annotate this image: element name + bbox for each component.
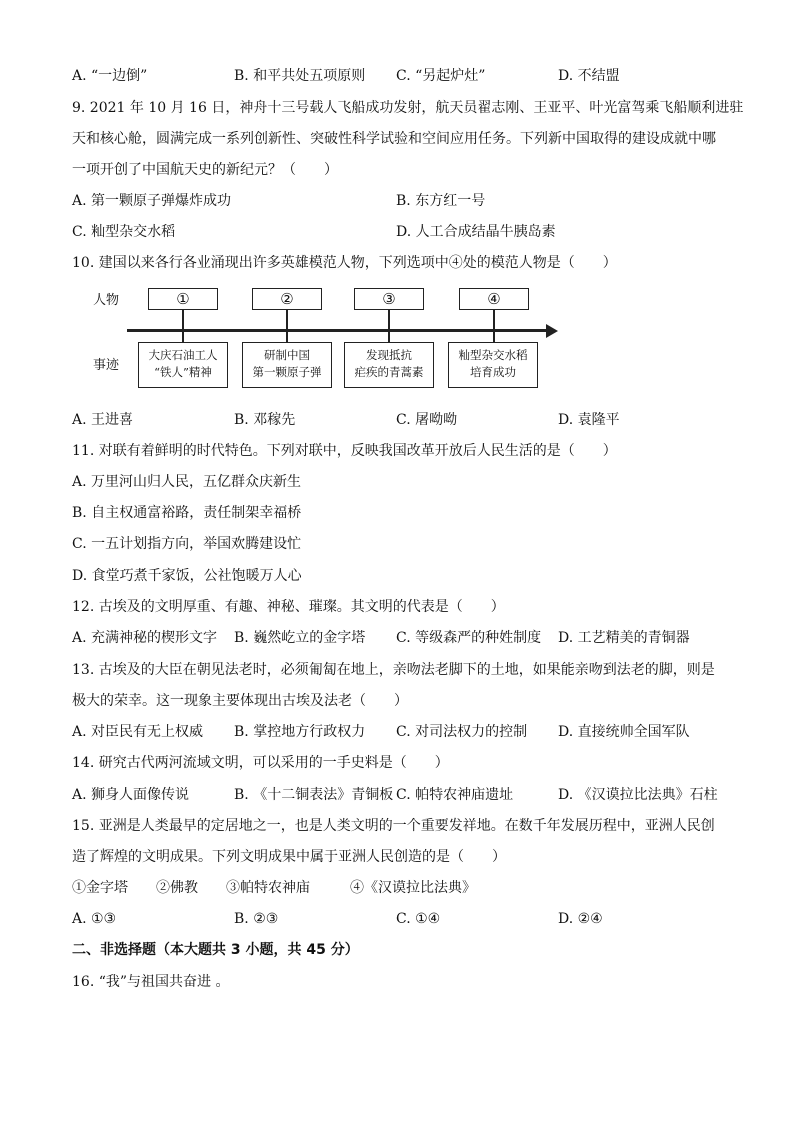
- q13-option-c: C. 对司法权力的控制: [396, 724, 528, 740]
- timeline-marker-3: ③: [354, 288, 424, 310]
- q11-option-c: C. 一五计划指方向，举国欢腾建设忙: [72, 536, 302, 552]
- q11-option-b: B. 自主权通富裕路，责任制架幸福桥: [72, 505, 302, 521]
- deed-4-line-2: 培育成功: [470, 365, 516, 379]
- timeline-deed-4: [448, 342, 538, 388]
- timeline-deed-1: [138, 342, 228, 388]
- q15-item-2: ②佛教: [156, 880, 198, 896]
- q14-option-c: C. 帕特农神庙遗址: [396, 787, 514, 803]
- q10-option-d: D. 袁隆平: [558, 412, 620, 428]
- q15-stem-line-2: 造了辉煌的文明成果。下列文明成果中属于亚洲人民创造的是（ ）: [72, 849, 506, 865]
- timeline-tick-lower-4: [493, 332, 495, 342]
- q11-stem: 11. 对联有着鲜明的时代特色。下列对联中，反映我国改革开放后人民生活的是（ ）: [72, 443, 617, 459]
- q12-option-d: D. 工艺精美的青铜器: [558, 630, 690, 646]
- q15-item-3: ③帕特农神庙: [226, 880, 310, 896]
- q8-option-b: B. 和平共处五项原则: [234, 68, 366, 84]
- deed-2-line-1: 研制中国: [264, 348, 310, 362]
- q8-option-c: C. “另起炉灶”: [396, 68, 486, 84]
- timeline-deed-2: [242, 342, 332, 388]
- q8-option-d: D. 不结盟: [558, 68, 620, 84]
- timeline-marker-1: ①: [148, 288, 218, 310]
- deed-3-line-1: 发现抵抗: [366, 348, 412, 362]
- q13-stem-line-2: 极大的荣幸。这一现象主要体现出古埃及法老（ ）: [72, 693, 408, 709]
- deed-3-line-2: 疟疾的青蒿素: [354, 365, 424, 379]
- q15-option-c: C. ①④: [396, 911, 441, 927]
- q11-option-a: A. 万里河山归人民，五亿群众庆新生: [72, 474, 302, 490]
- q10-option-a: A. 王进喜: [72, 412, 134, 428]
- q15-option-a: A. ①③: [72, 911, 117, 927]
- q15-option-d: D. ②④: [558, 911, 603, 927]
- timeline-tick-lower-2: [286, 332, 288, 342]
- timeline-tick-1: [182, 310, 184, 329]
- timeline-row-label-deeds: 事迹: [93, 358, 120, 373]
- q15-item-1: ①金字塔: [72, 880, 128, 896]
- q10-option-c: C. 屠呦呦: [396, 412, 458, 428]
- q8-option-a: A. “一边倒”: [72, 68, 148, 84]
- q12-option-c: C. 等级森严的种姓制度: [396, 630, 542, 646]
- timeline-marker-2: ②: [252, 288, 322, 310]
- q9-option-b: B. 东方红一号: [396, 193, 486, 209]
- q15-option-b: B. ②③: [234, 911, 279, 927]
- q9-option-a: A. 第一颗原子弹爆炸成功: [72, 193, 232, 209]
- deed-2-line-2: 第一颗原子弹: [252, 365, 322, 379]
- q13-stem-line-1: 13. 古埃及的大臣在朝见法老时，必须匍匐在地上，亲吻法老脚下的土地，如果能亲吻到法老的脚，则是: [72, 662, 715, 678]
- q9-option-c: C. 籼型杂交水稻: [72, 224, 176, 240]
- q9-option-d: D. 人工合成结晶牛胰岛素: [396, 224, 556, 240]
- deed-4-line-1: 籼型杂交水稻: [458, 348, 528, 362]
- q14-option-b: B. 《十二铜表法》青铜板: [234, 787, 394, 803]
- timeline-tick-lower-1: [182, 332, 184, 342]
- timeline-axis: [127, 329, 547, 332]
- section-2-title: 二、非选择题（本大题共 3 小题，共 45 分）: [72, 942, 359, 958]
- q10-stem: 10. 建国以来各行各业涌现出许多英雄模范人物，下列选项中④处的模范人物是（ ）: [72, 255, 617, 271]
- timeline-tick-lower-3: [388, 332, 390, 342]
- q11-option-d: D. 食堂巧煮千家饭，公社饱暖万人心: [72, 568, 302, 584]
- q14-stem: 14. 研究古代两河流域文明，可以采用的一手史料是（ ）: [72, 755, 449, 771]
- deed-1-line-1: 大庆石油工人: [148, 348, 218, 362]
- q14-option-d: D. 《汉谟拉比法典》石柱: [558, 787, 718, 803]
- q13-option-d: D. 直接统帅全国军队: [558, 724, 690, 740]
- timeline-deed-3: [344, 342, 434, 388]
- q12-option-b: B. 巍然屹立的金字塔: [234, 630, 366, 646]
- q9-stem-line-3: 一项开创了中国航天史的新纪元？（ ）: [72, 162, 338, 178]
- q15-stem-line-1: 15. 亚洲是人类最早的定居地之一，也是人类文明的一个重要发祥地。在数千年发展历程中，亚洲人民创: [72, 818, 715, 834]
- timeline-row-label-people: 人物: [93, 293, 120, 308]
- timeline-tick-2: [286, 310, 288, 329]
- q10-option-b: B. 邓稼先: [234, 412, 296, 428]
- q12-option-a: A. 充满神秘的楔形文字: [72, 630, 218, 646]
- q9-stem-line-2: 天和核心舱，圆满完成一系列创新性、突破性科学试验和空间应用任务。下列新中国取得的建设成就中哪: [72, 131, 716, 147]
- q9-stem-line-1: 9. 2021 年 10 月 16 日，神舟十三号载人飞船成功发射，航天员翟志刚、王亚平、叶光富驾乘飞船顺利进驻: [72, 100, 744, 116]
- q12-stem: 12. 古埃及的文明厚重、有趣、神秘、璀璨。其文明的代表是（ ）: [72, 599, 505, 615]
- timeline-tick-3: [388, 310, 390, 329]
- timeline-tick-4: [493, 310, 495, 329]
- q16-stem: 16. “我”与祖国共奋进 。: [72, 974, 230, 990]
- timeline-arrow-icon: [546, 324, 558, 338]
- q13-option-b: B. 掌控地方行政权力: [234, 724, 366, 740]
- q13-option-a: A. 对臣民有无上权威: [72, 724, 204, 740]
- deed-1-line-2: “铁人”精神: [154, 365, 212, 379]
- timeline-marker-4: ④: [459, 288, 529, 310]
- q15-item-4: ④《汉谟拉比法典》: [350, 880, 476, 896]
- q14-option-a: A. 狮身人面像传说: [72, 787, 190, 803]
